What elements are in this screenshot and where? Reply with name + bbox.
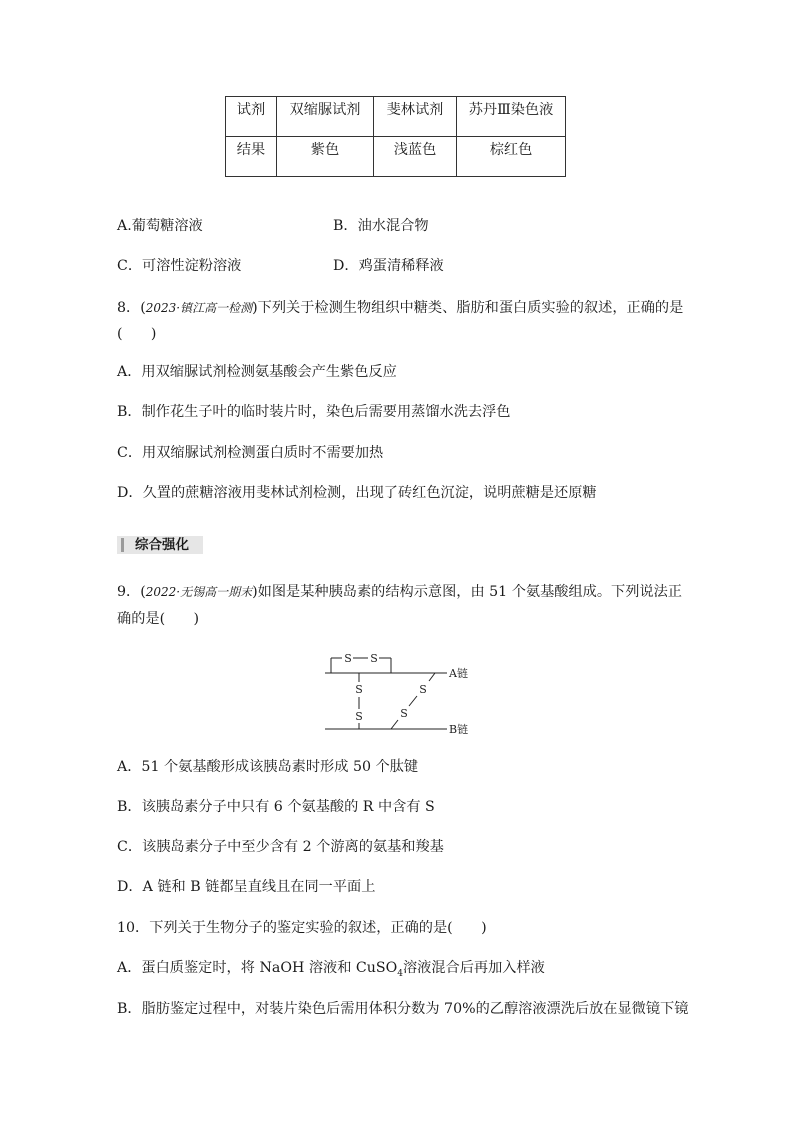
table-cell	[374, 137, 457, 177]
q8-answer-paren: ( )	[117, 326, 157, 342]
q10-option-a	[117, 958, 545, 984]
sulfur-label: S	[419, 683, 427, 696]
b-chain-label: B链	[449, 723, 469, 736]
inter-bridge-2-mid	[409, 696, 417, 706]
q10-stem: 10．下列关于生物分子的鉴定实验的叙述，正确的是( )	[117, 920, 487, 936]
sulfur-label: S	[355, 683, 363, 696]
q10-option-a-subscript: 4	[397, 968, 403, 979]
sulfur-label: S	[370, 652, 378, 665]
a-chain-label: A链	[449, 667, 468, 680]
cell-text: 斐林试剂	[386, 102, 444, 118]
q7-option-c: C．可溶性淀粉溶液	[117, 258, 242, 274]
sulfur-label: S	[400, 707, 408, 720]
table-cell	[457, 137, 566, 177]
inter-bridge-2-bottom	[391, 720, 398, 729]
cell-text: 紫色	[310, 142, 340, 158]
cell-text: 试剂	[236, 102, 266, 118]
q9-option-b: B．该胰岛素分子中只有 6 个氨基酸的 R 中含有 S	[117, 799, 435, 815]
q9-option-a: A．51 个氨基酸形成该胰岛素时形成 50 个肽键	[117, 759, 419, 775]
q8-source: 2023·镇江高一检测	[145, 301, 253, 315]
cell-text: 结果	[236, 142, 266, 158]
sulfur-label: S	[355, 710, 363, 723]
q9-stem	[117, 582, 682, 602]
q9-stem-line2: 确的是( )	[117, 611, 200, 627]
q8-stem	[117, 298, 683, 318]
q9-source: 2022·无锡高一期末	[145, 585, 253, 599]
q7-option-d: D．鸡蛋清稀释液	[333, 258, 444, 274]
q8-option-d: D．久置的蔗糖溶液用斐林试剂检测，出现了砖红色沉淀，说明蔗糖是还原糖	[117, 485, 597, 501]
q10-option-a-text: A．蛋白质鉴定时，将 NaOH 溶液和 CuSO	[117, 960, 398, 976]
table-cell	[277, 97, 374, 137]
table-row	[226, 97, 566, 137]
q8-prefix: 8．(	[117, 300, 146, 316]
section-marker-icon	[121, 538, 124, 552]
q8-option-b: B．制作花生子叶的临时装片时，染色后需要用蒸馏水洗去浮色	[117, 404, 511, 420]
inter-bridge-2-top	[429, 673, 435, 681]
table-cell	[277, 137, 374, 177]
q7-option-b: B．油水混合物	[333, 218, 429, 234]
table-cell	[226, 137, 277, 177]
cell-text: 双缩脲试剂	[289, 102, 361, 118]
q10-option-a-text-end: 溶液混合后再加入样液	[402, 960, 545, 976]
q8-stem-text: )下列关于检测生物组织中糖类、脂肪和蛋白质实验的叙述，正确的是	[252, 300, 684, 316]
table-row	[226, 137, 566, 177]
cell-text: 浅蓝色	[393, 142, 437, 158]
q8-option-c: C．用双缩脲试剂检测蛋白质时不需要加热	[117, 445, 384, 461]
q10-option-b: B．脂肪鉴定过程中，对装片染色后需用体积分数为 70%的乙醇溶液漂洗后放在显微镜下镜	[117, 1001, 689, 1017]
insulin-structure-diagram	[315, 645, 485, 740]
section-title: 综合强化	[135, 537, 189, 553]
q9-option-c: C．该胰岛素分子中至少含有 2 个游离的氨基和羧基	[117, 839, 444, 855]
cell-text: 棕红色	[489, 142, 533, 158]
table-cell	[457, 97, 566, 137]
sulfur-label: S	[344, 652, 352, 665]
section-header	[117, 536, 203, 554]
q9-prefix: 9．(	[117, 584, 146, 600]
cell-text: 苏丹Ⅲ染色液	[468, 102, 554, 118]
q7-option-a: A.葡萄糖溶液	[117, 218, 203, 234]
table-cell	[226, 97, 277, 137]
reagent-result-table	[225, 96, 566, 177]
table-cell	[374, 97, 457, 137]
q8-option-a: A．用双缩脲试剂检测氨基酸会产生紫色反应	[117, 364, 397, 380]
q9-option-d: D．A 链和 B 链都呈直线且在同一平面上	[117, 879, 376, 895]
q9-stem-text: )如图是某种胰岛素的结构示意图，由 51 个氨基酸组成。下列说法正	[252, 584, 682, 600]
